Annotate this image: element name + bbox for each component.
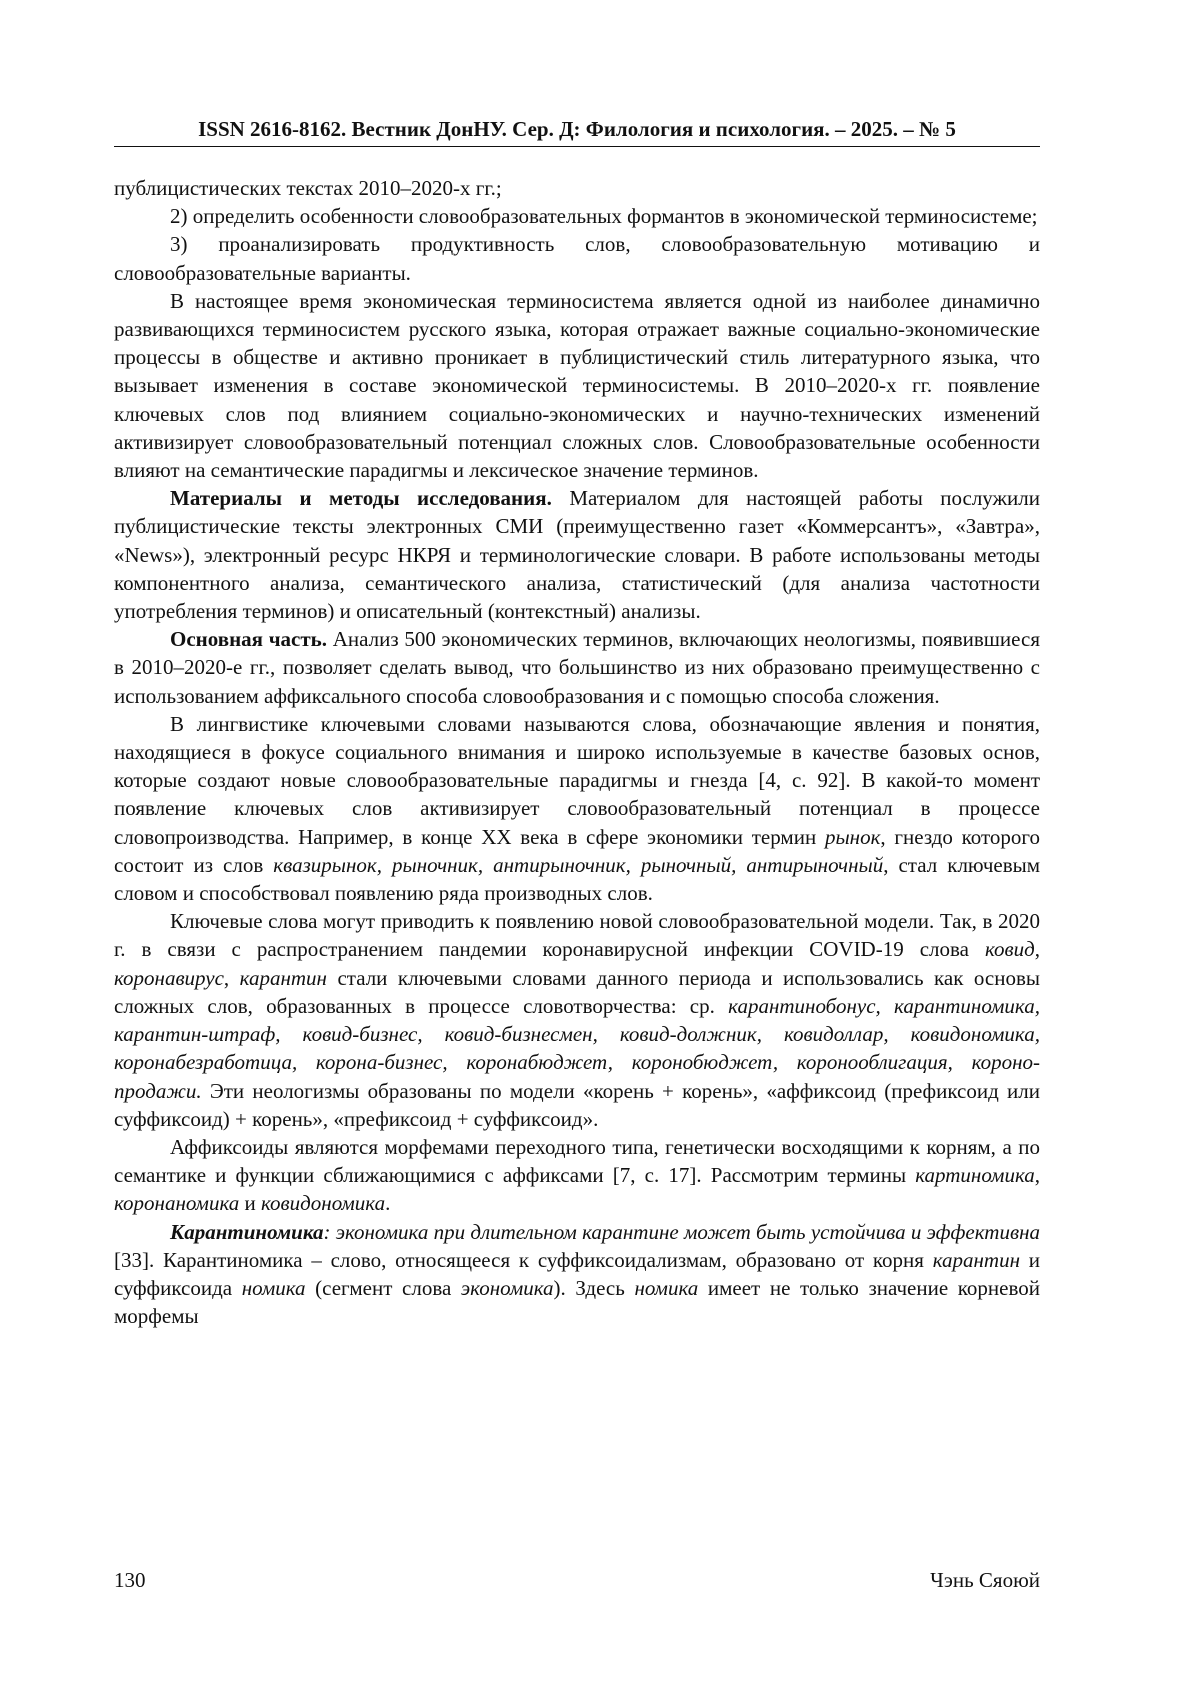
term-italic: коронаномика <box>114 1191 240 1216</box>
paragraph-affixoids <box>114 1133 1040 1218</box>
term-italic: номика <box>634 1275 699 1300</box>
term-bold-italic: Карантиномика <box>170 1219 324 1244</box>
paragraph-1: публицистических текстах 2010–2020-х гг.; <box>114 176 502 200</box>
paragraph-2: 2) определить особенности словообразовательных формантов в экономической терминосистеме; <box>170 204 1038 229</box>
text-run: , <box>223 965 240 990</box>
paragraph-4: В настоящее время экономическая терминосистема является одной из наиболее динамично развивающихся терминосистем русского языка, которая отражает важные социально-экономические процессы в обществе и активно проникает в публицистический стиль литературного языка, что вызывает изменения в составе экономической терминосистемы. В 2010–2020-х гг. появление ключевых слов под влиянием социально-экономических и научно-технических изменений активизирует словообразовательный потенциал сложных слов. Словообразовательные особенности влияют на семантические парадигмы и лексическое значение терминов. <box>114 288 1040 483</box>
text-run: , стал ключевым словом и способствовал появлению ряда производных слов. <box>114 852 1041 906</box>
term-italic: картиномика <box>915 1163 1035 1188</box>
example-italic: : экономика при длительном карантине может быть устойчива и эффективна <box>323 1219 1040 1244</box>
header-rule <box>114 146 1040 147</box>
term-italic: экономика <box>460 1275 554 1300</box>
text-run: Эти неологизмы образованы по модели «корень + корень», «аффиксоид (префиксоид или суффиксоид) + корень», «префиксоид + суффиксоид». <box>114 1078 1040 1131</box>
term-italic: квазирынок, рыночник, антирыночник, рыночный, антирыночный <box>273 852 884 877</box>
term-italic: коронавирус <box>114 965 224 990</box>
text-run: . <box>385 1191 391 1216</box>
article-body <box>114 174 1040 1330</box>
text-run: стали ключевыми словами данного периода и использовались как основы сложных слов, образованных в процессе словотворчества: ср. <box>114 965 1041 1018</box>
author-name: Чэнь Сяоюй <box>930 1568 1040 1592</box>
text-run: ). Здесь <box>553 1275 635 1300</box>
page-number: 130 <box>114 1568 146 1592</box>
paragraph-keywords <box>114 710 1040 907</box>
text-run: и <box>239 1191 262 1216</box>
text-run: [33]. Карантиномика – слово, относящееся к суффиксоидализмам, образовано от корня <box>114 1247 933 1272</box>
running-header: ISSN 2616-8162. Вестник ДонНУ. Сер. Д: Филология и психология. – 2025. – № 5 <box>198 117 956 141</box>
text-run: Ключевые слова могут приводить к появлению новой словообразовательной модели. Так, в 2020 г. в связи с распространением пандемии коронавирусной инфекции COVID-19 слова <box>114 909 1040 962</box>
text-run: , гнездо которого состоит из слов <box>114 824 1041 877</box>
paragraph-karantinomika <box>114 1218 1040 1331</box>
term-italic: номика <box>241 1275 306 1300</box>
text-run: , <box>1034 937 1040 962</box>
term-italic: ковид <box>984 937 1035 962</box>
text-run: Аффиксоиды являются морфемами переходного типа, генетически восходящими к корням, а по семантике и функции сближающимися с аффиксами [7, с. 17]. Рассмотрим термины <box>114 1134 1040 1188</box>
text-run: (сегмент слова <box>305 1275 461 1300</box>
text-run: и суффиксоида <box>114 1247 1040 1300</box>
section-heading-main-part: Основная часть. <box>170 627 328 652</box>
text-run: , <box>1034 1163 1040 1188</box>
text-run: В лингвистике ключевыми словами называются слова, обозначающие явления и понятия, находящиеся в фокусе социального внимания и широко используемые в качестве базовых основ, которые создают новые словообразовательные парадигмы и гнезда [4, с. 92]. В какой-то момент появление ключевых слов активизирует словообразовательный потенциал в процессе словопроизводства. Например, в конце XX века в сфере экономики термин <box>114 711 1040 849</box>
text-run: имеет не только значение корневой морфемы <box>114 1275 1040 1329</box>
term-italic: ковидономика <box>261 1191 386 1216</box>
term-italic: карантин <box>239 965 327 990</box>
section-heading-methods: Материалы и методы исследования. <box>170 486 552 511</box>
term-list-italic: карантинобонус, карантиномика, карантин-штраф, ковид-бизнес, ковид-бизнесмен, ковид-должник, ковидоллар, ковидономика, коронабезработица, корона-бизнес, коронабюджет, коронобюджет, коронооблигация, короно-продажи. <box>114 993 1040 1103</box>
paragraph-3: 3) проанализировать продуктивность слов, словообразовательную мотивацию и словообразовательные варианты. <box>114 232 1040 285</box>
methods-text: Материалом для настоящей работы послужили публицистические тексты электронных СМИ (преимущественно газет «Коммерсантъ», «Завтра», «News»), электронный ресурс НКРЯ и терминологические словари. В работе использованы методы компонентного анализа, семантического анализа, статистический (для анализа частотности употребления терминов) и описательный (контекстный) анализы. <box>114 486 1040 624</box>
paragraph-new-model <box>114 907 1040 1133</box>
paragraph-methods <box>114 484 1040 625</box>
term-italic: рынок <box>824 824 881 849</box>
paragraph-main-part <box>114 625 1040 710</box>
term-italic: карантин <box>932 1247 1020 1272</box>
main-part-text: Анализ 500 экономических терминов, включающих неологизмы, появившиеся в 2010–2020-е гг., позволяет сделать вывод, что большинство из них образовано преимущественно с использованием аффиксального способа словообразования и с помощью способа сложения. <box>114 627 1040 708</box>
